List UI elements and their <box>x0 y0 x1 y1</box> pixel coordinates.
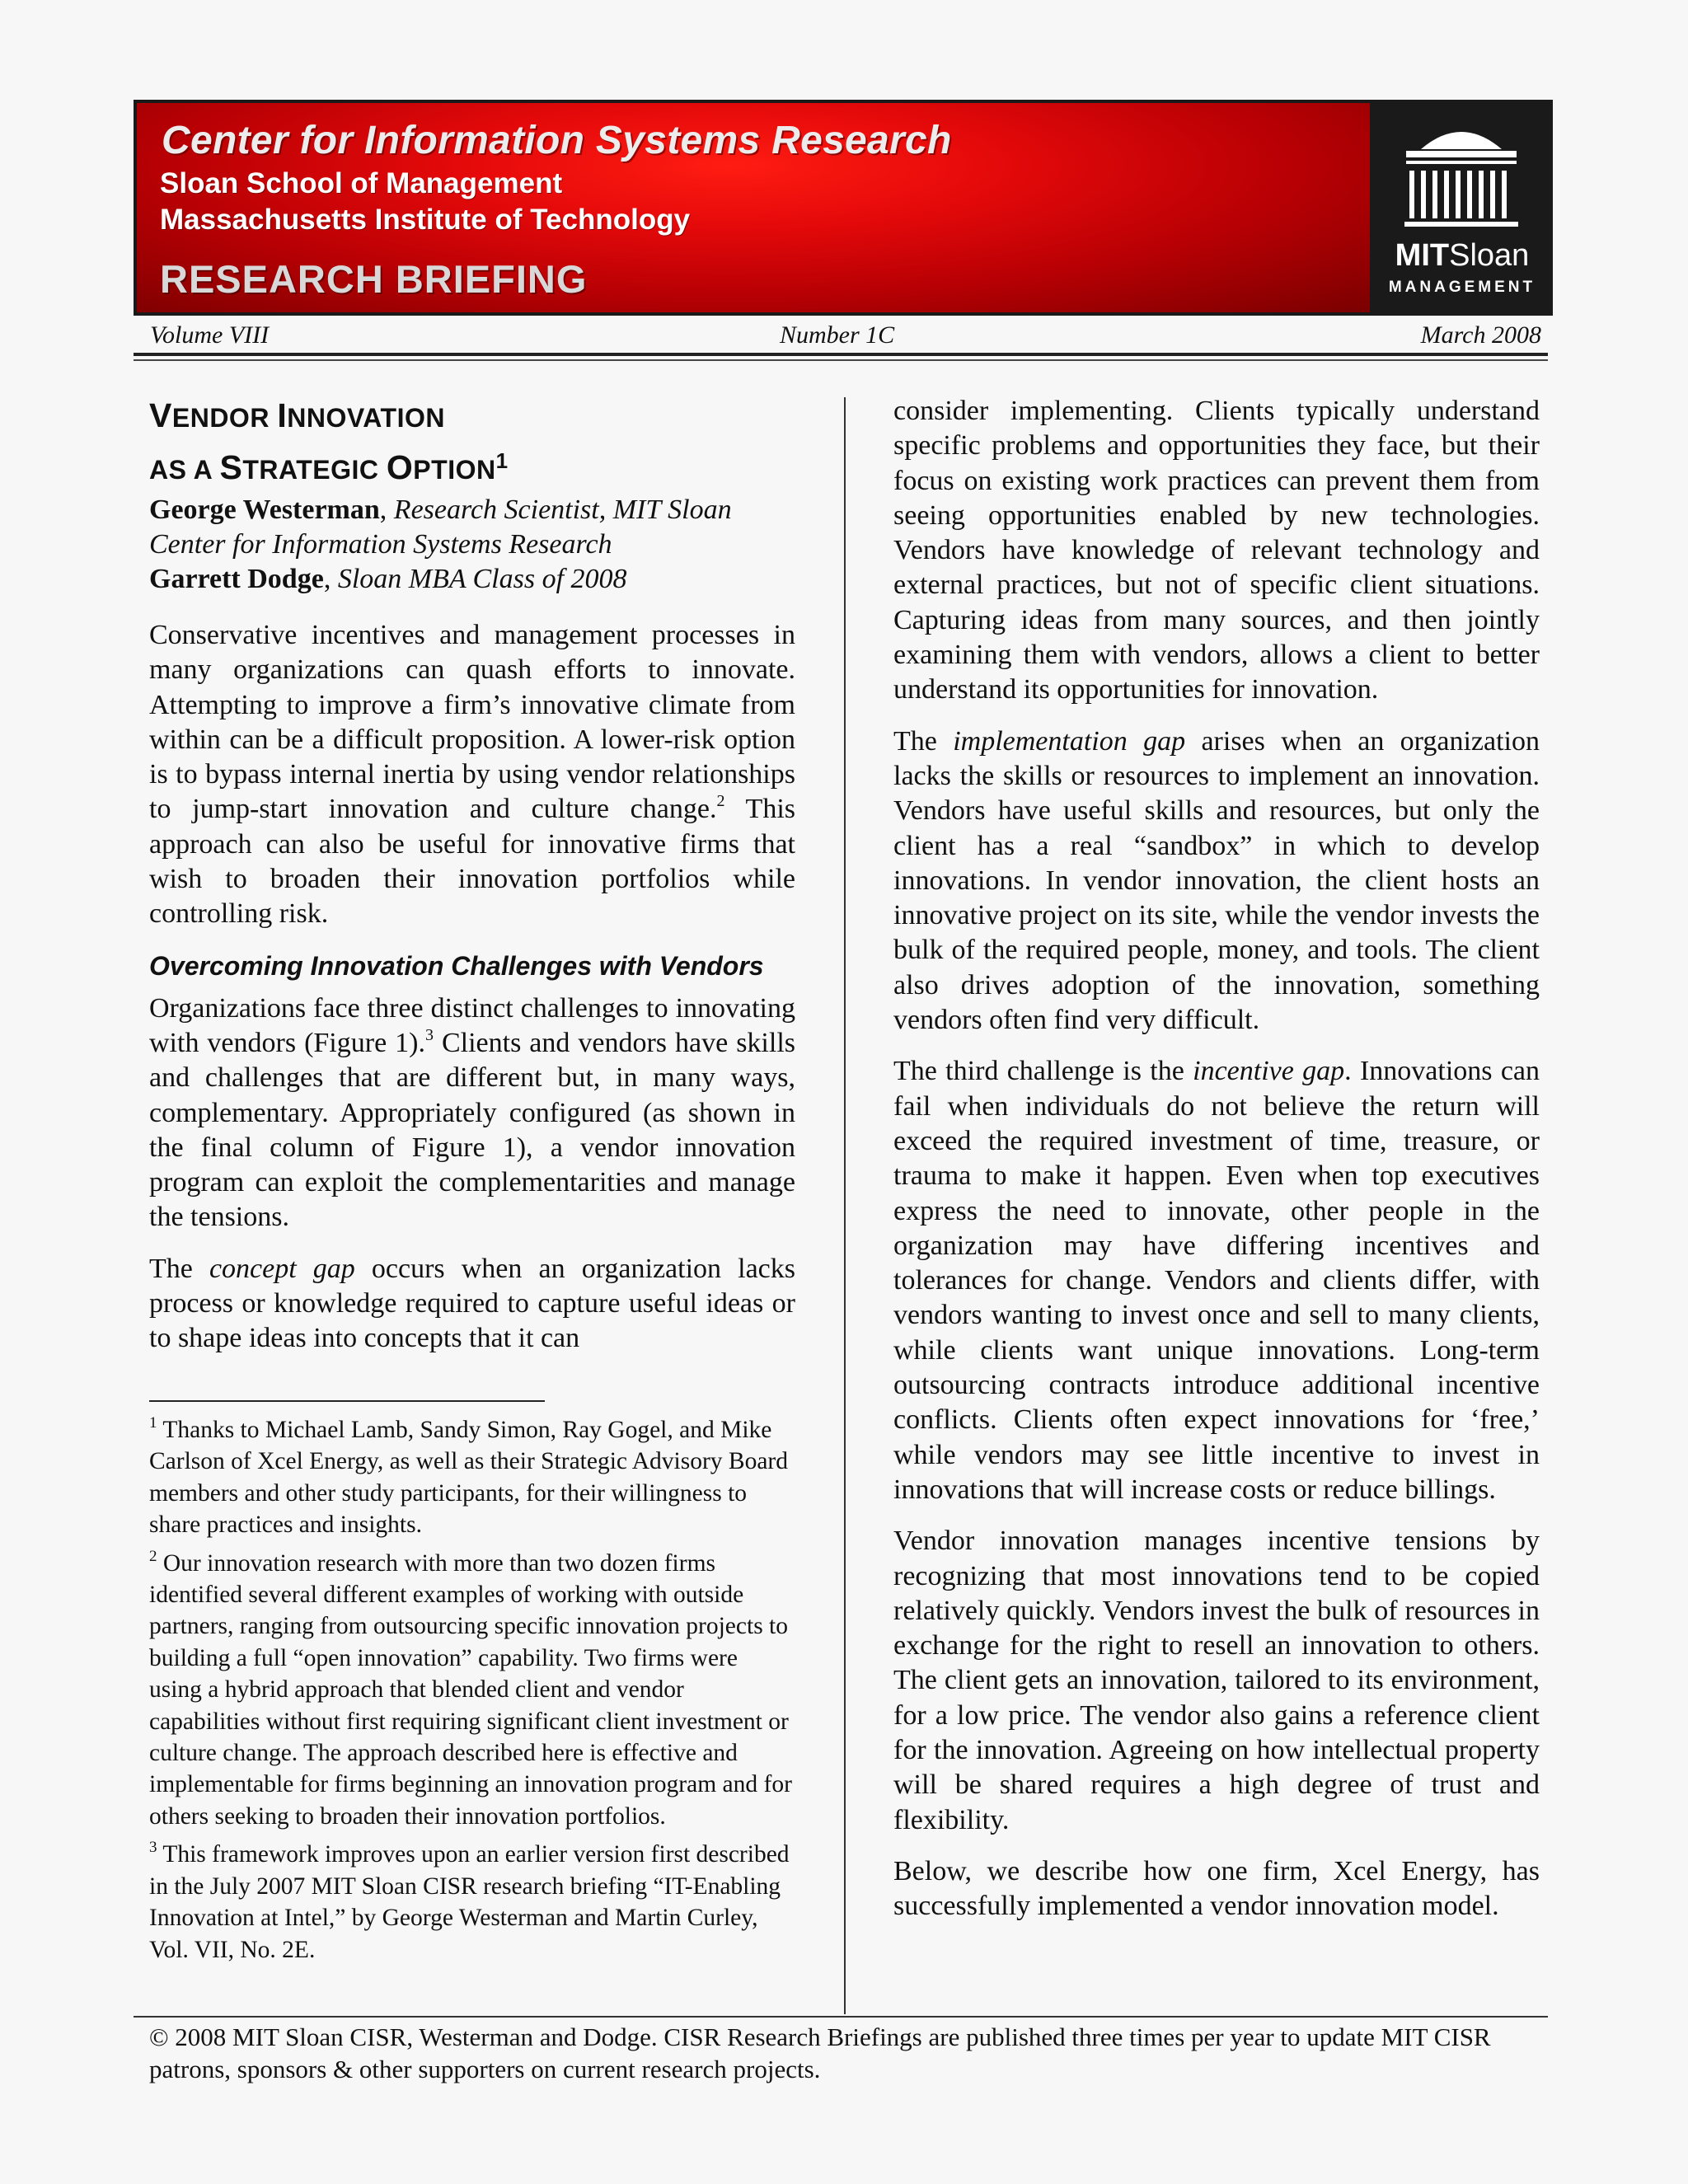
header-rule <box>134 353 1548 356</box>
paragraph-text: The <box>893 725 954 757</box>
footnote-3 <box>149 1839 795 1966</box>
issue-volume: Volume VIII <box>150 321 270 349</box>
paragraph-text: This approach can also be useful for innovative firms that wish to broaden their innovation portfolios while controlling risk. <box>149 794 795 930</box>
copyright-rule <box>134 2016 1548 2018</box>
footnote-number: 1 <box>149 1414 157 1432</box>
author-block <box>149 493 795 597</box>
footnote-text: Our innovation research with more than two dozen firms identified several different examples of working with outside partners, ranging from outsourcing specific innovation projects to building a full “open innovation” capability. Two firms were using a hybrid approach that blended client and vendor capabilities without first requiring significant client investment or culture change. The approach described here is effective and implementable for firms beginning an innovation program and for others seeking to broaden their innovation portfolios. <box>149 1549 792 1830</box>
dome-icon <box>1388 120 1535 235</box>
banner-title: Center for Information Systems Research <box>162 119 952 162</box>
issue-info-bar <box>134 320 1548 349</box>
paragraph-text: occurs when an organization lacks process or knowledge required to capture useful ideas or to shape ideas into concepts that it can <box>149 1253 795 1354</box>
author2-role: Sloan MBA Class of 2008 <box>337 564 627 594</box>
logo-sloan: Sloan <box>1449 238 1530 273</box>
title-cap: S <box>219 448 243 486</box>
title-text: PTION <box>413 455 496 485</box>
issue-date: March 2008 <box>1420 321 1541 349</box>
footnote-1 <box>149 1414 795 1541</box>
challenges-paragraph <box>149 991 795 1235</box>
title-text: TRATEGIC <box>242 455 387 485</box>
footnote-number: 2 <box>149 1547 157 1565</box>
title-footnote-ref[interactable]: 1 <box>495 448 509 473</box>
issue-number: Number 1C <box>780 321 895 349</box>
left-column <box>149 394 795 1373</box>
banner-subtitle-institute: Massachusetts Institute of Technology <box>160 204 691 236</box>
column-divider <box>844 397 846 2014</box>
footnote-rule <box>149 1400 545 1402</box>
paragraph-text: Conservative incentives and management processes in many organizations can quash efforts to innovate. Attempting to improve a firm’s innovative climate from within can be a difficult proposition. A lower-risk option is to bypass internal inertia by using vendor relationships to jump-start innovation and culture change. <box>149 620 795 825</box>
paragraph-text: The <box>149 1253 209 1284</box>
term-concept-gap: concept gap <box>209 1253 355 1284</box>
incentive-gap-paragraph <box>893 1054 1540 1507</box>
author-separator: , <box>323 564 338 594</box>
concept-gap-paragraph <box>149 1252 795 1357</box>
author1-role: Research Scientist, MIT Sloan <box>393 494 732 525</box>
header-rule-thin <box>134 359 1548 361</box>
footnote-ref[interactable]: 3 <box>424 1025 434 1044</box>
header-banner <box>134 100 1553 316</box>
title-cap: O <box>386 448 414 486</box>
paragraph-text: Organizations face three distinct challenges to innovating with vendors (Figure 1). <box>149 992 795 1058</box>
paragraph-text: Clients and vendors have skills and challenges that are different but, in many ways, complementary. Appropriately configured (as shown in the final column of Figure 1), a vendor innovation program can exploit the complementarities and manage the tensions. <box>149 1027 795 1233</box>
title-cap: V <box>149 396 172 434</box>
term-incentive-gap: incentive gap <box>1193 1056 1345 1087</box>
intro-paragraph <box>149 618 795 932</box>
implementation-gap-paragraph <box>893 724 1540 1038</box>
footnote-text: This framework improves upon an earlier version first described in the July 2007 MIT Sloan CISR research briefing “IT-Enabling Innovation at Intel,” by George Westerman and Martin Curley, Vol. VII, No. 2E. <box>149 1841 790 1963</box>
term-implementation-gap: implementation gap <box>953 725 1186 757</box>
paragraph-text: . Innovations can fail when individuals do not believe the return will exceed the required investment of time, treasure, or trauma to make it happen. Even when top executives express the need to innovate, other people in the organization may have differing incentives and tolerances for change. Vendors and clients differ, with vendors wanting to invest once and sell to many clients, while clients want unique innovations. Long-term outsourcing contracts introduce additional incentive conflicts. Clients often expect innovations for ‘free,’ while vendors may see little incentive to invest in innovations that will increase costs or reduce billings. <box>893 1056 1540 1505</box>
author2-name: Garrett Dodge <box>149 564 324 594</box>
right-column <box>893 394 1540 1940</box>
section-heading: Overcoming Innovation Challenges with Vendors <box>149 950 764 981</box>
banner-subtitle-school: Sloan School of Management <box>160 167 563 199</box>
title-text: AS A <box>149 455 220 485</box>
title-cap: I <box>277 396 288 434</box>
paragraph-text: The third challenge is the <box>893 1056 1193 1087</box>
footnote-text: Thanks to Michael Lamb, Sandy Simon, Ray Gogel, and Mike Carlson of Xcel Energy, as well as their Strategic Advisory Board members and other study participants, for their willingness to share practices and insights. <box>149 1417 789 1539</box>
footnote-ref[interactable]: 2 <box>716 792 725 811</box>
title-text: ENDOR <box>171 403 278 433</box>
footnote-2 <box>149 1548 795 1833</box>
paragraph-text: arises when an organization lacks the skills or resources to implement an innovation. Vendors have useful skills and resources, but only the client has a real “sandbox” in which to develop innovations. In vendor innovation, the client hosts an innovative project on its site, while the vendor invests the bulk of the required people, money, and tools. The client also drives adoption of the innovation, something vendors often find very difficult. <box>893 725 1540 1036</box>
author-separator: , <box>379 494 394 525</box>
logo-wordmark <box>1381 240 1543 271</box>
banner-label: RESEARCH BRIEFING <box>160 257 588 301</box>
article-title <box>149 394 795 491</box>
author1-name: George Westerman <box>149 494 380 525</box>
footnote-number: 3 <box>149 1839 157 1857</box>
vendor-innovation-paragraph: Vendor innovation manages incentive tensions by recognizing that most innovations tend to be copied relatively quickly. Vendors invest the bulk of resources in exchange for the right to resell an innovation to others. The client gets an innovation, tailored to its environment, for a low price. The vendor also gains a reference client for the innovation. Agreeing on how intellectual property will be shared requires a high degree of trust and flexibility. <box>893 1526 1540 1835</box>
title-text: NNOVATION <box>287 403 445 433</box>
copyright-notice: © 2008 MIT Sloan CISR, Westerman and Dodge. CISR Research Briefings are published three times per year to update MIT CISR patrons, sponsors & other supporters on current research projects. <box>149 2022 1491 2083</box>
mit-sloan-logo <box>1373 103 1550 312</box>
author1-affiliation: Center for Information Systems Research <box>149 529 612 560</box>
closing-paragraph: Below, we describe how one firm, Xcel Energy, has successfully implemented a vendor innovation model. <box>893 1855 1540 1922</box>
logo-mit-bold: MIT <box>1395 238 1450 273</box>
logo-management: MANAGEMENT <box>1388 279 1536 296</box>
concept-gap-continued: consider implementing. Clients typically understand specific problems and opportunities they face, but their focus on existing work practices can prevent them from seeing opportunities enabled by new technologies. Vendors have knowledge of relevant technology and external practices, but not of specific client situations. Capturing ideas from many sources, and then jointly examining them with vendors, allows a client to better understand its opportunities for innovation. <box>893 396 1540 705</box>
footnotes <box>149 1414 795 1972</box>
banner-red-panel <box>137 103 1370 312</box>
